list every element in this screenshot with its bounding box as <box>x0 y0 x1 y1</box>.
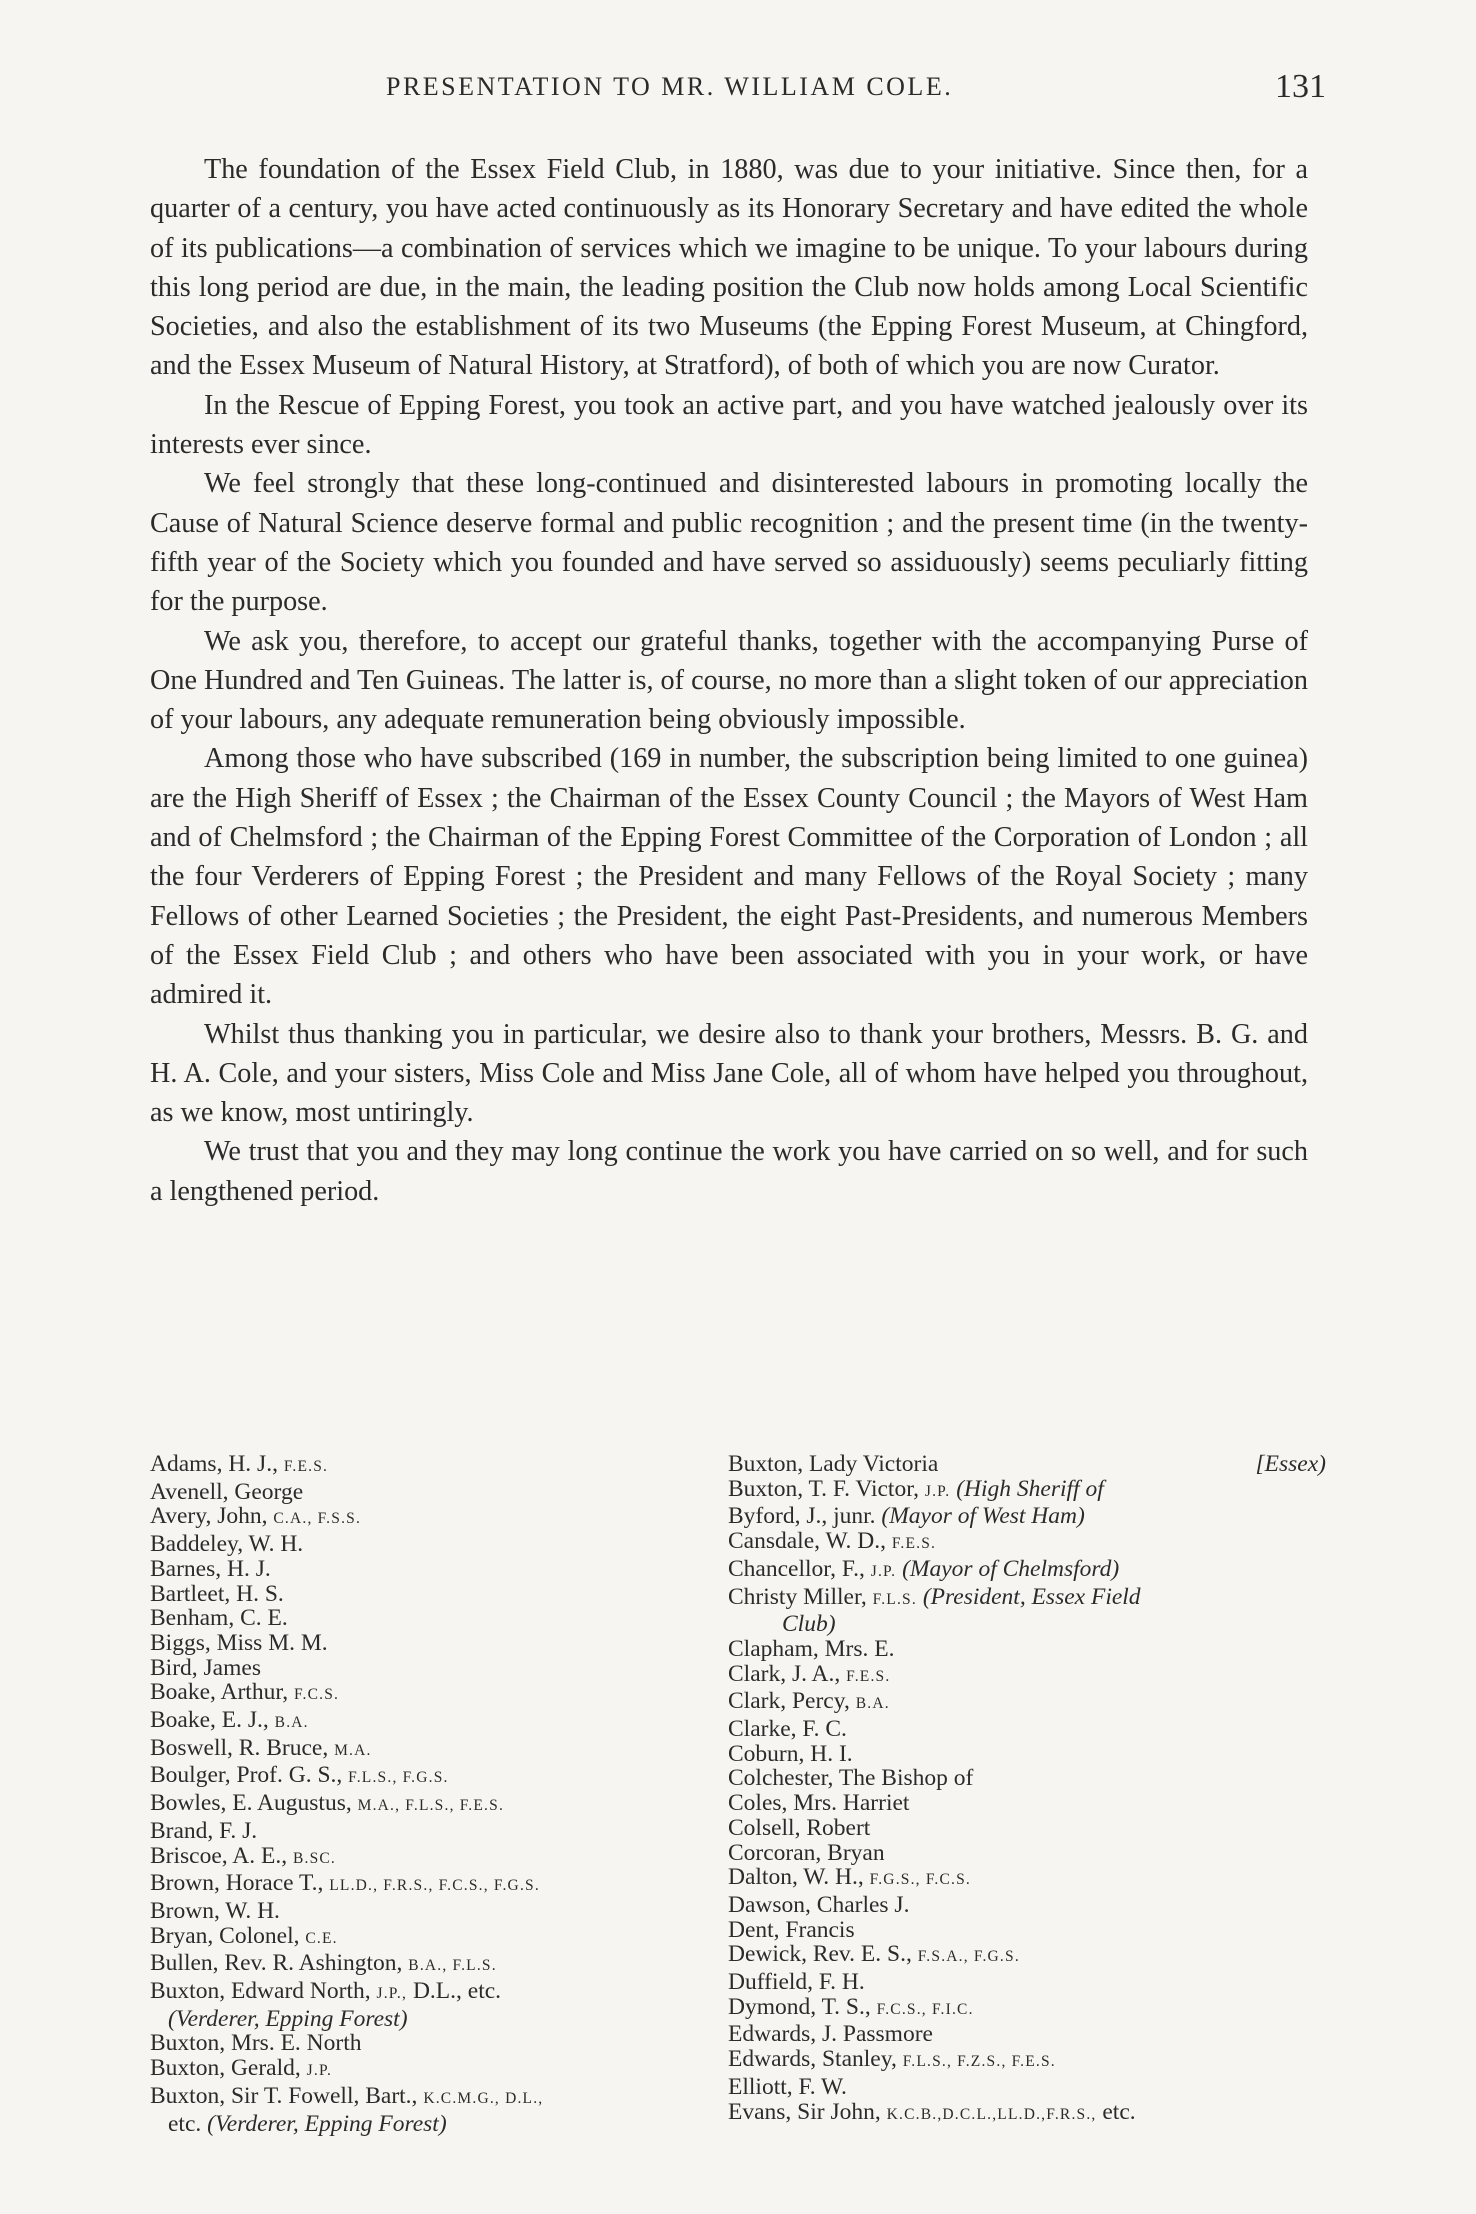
subscriber-name: Boake, E. J., <box>150 1707 269 1734</box>
subscriber-entry <box>150 1899 720 1924</box>
subscriber-name: Benham, C. E. <box>150 1605 288 1632</box>
subscriber-note: Club) <box>782 1611 836 1638</box>
running-head <box>150 68 1326 112</box>
subscriber-entry <box>728 1612 1326 1637</box>
subscriber-quals: M.A. <box>334 1741 372 1759</box>
subscriber-name: Byford, J., junr. <box>728 1503 876 1530</box>
subscriber-name: Dewick, Rev. E. S., <box>728 1941 912 1968</box>
subscriber-entry <box>150 1951 720 1979</box>
subscriber-entry <box>150 1791 720 1819</box>
subscriber-right-note: [Essex) <box>1255 1451 1326 1477</box>
subscriber-name: Cansdale, W. D., <box>728 1528 886 1555</box>
subscriber-entry <box>150 2031 720 2056</box>
subscriber-entry <box>728 2075 1326 2100</box>
subscriber-entry <box>728 1766 1326 1791</box>
subscriber-name: Colchester, The Bishop of <box>728 1765 974 1792</box>
subscriber-name: Briscoe, A. E., <box>150 1842 288 1869</box>
subscriber-column-right <box>728 1452 1326 2127</box>
subscriber-entry <box>150 1656 720 1681</box>
subscriber-entry <box>728 1477 1326 1505</box>
subscriber-entry <box>150 1452 720 1480</box>
subscriber-quals: B.A. <box>855 1695 890 1713</box>
subscriber-name: Boulger, Prof. G. S., <box>150 1762 343 1789</box>
subscriber-name: Buxton, Sir T. Fowell, Bart., <box>150 2082 418 2109</box>
subscriber-entry <box>728 1841 1326 1866</box>
subscriber-entry <box>150 2112 720 2137</box>
subscriber-quals: C.A., F.S.S. <box>273 1510 362 1528</box>
subscriber-entry <box>150 1631 720 1656</box>
subscriber-note: (Mayor of Chelmsford) <box>896 1555 1120 1582</box>
subscriber-entry <box>150 1924 720 1952</box>
subscriber-note: (President, Essex Field <box>916 1583 1141 1610</box>
address-body <box>150 150 1308 1211</box>
subscriber-quals: F.L.S., F.G.S. <box>348 1769 449 1787</box>
subscriber-tail: D.L., etc. <box>407 1978 502 2005</box>
paragraph: Whilst thus thanking you in particular, we desire also to thank your brothers, Messrs. B. G. and H. A. Cole, and your sisters, Miss Cole and Miss Jane Cole, all of whom have helped you throughout, as we know, most untiringly. <box>150 1018 1308 1129</box>
subscriber-quals: B.SC. <box>292 1849 337 1867</box>
subscriber-entry <box>728 1689 1326 1717</box>
subscriber-entry <box>150 1708 720 1736</box>
subscriber-name: Avery, John, <box>150 1503 268 1530</box>
paragraph: Among those who have subscribed (169 in number, the subscription being limited to one guinea) are the High Sheriff of Essex ; the Chairman of the Essex County Council ; the Mayors of West Ham and of Chelmsford ; the Chairman of the Epping Forest Committee of the Corporation of London ; all the four Verderers of Epping Forest ; the President and many Fellows of the Royal Society ; many Fellows of other Learned Societies ; the President, the eight Past-Presidents, and numerous Members of the Essex Field Club ; and others who have been associated with you in your work, or have admired it. <box>150 743 1308 1011</box>
subscriber-quals: F.L.S., F.Z.S., F.E.S. <box>902 2053 1056 2071</box>
subscriber-quals: J.P. <box>924 1482 951 1500</box>
subscriber-entry <box>150 1480 720 1505</box>
subscriber-name: Dawson, Charles J. <box>728 1891 910 1918</box>
subscriber-quals: F.E.S. <box>283 1458 329 1475</box>
subscriber-entry <box>150 1582 720 1607</box>
subscriber-entry <box>150 2056 720 2084</box>
subscriber-name: Dalton, W. H., <box>728 1864 864 1891</box>
subscriber-name: Buxton, T. F. Victor, <box>728 1475 919 1502</box>
paragraph: We trust that you and they may long continue the work you have carried on so well, and for such a lengthened period. <box>150 1136 1308 1207</box>
subscriber-entry <box>728 1742 1326 1767</box>
subscriber-quals: B.A., F.L.S. <box>408 1957 497 1975</box>
subscriber-quals: F.E.S. <box>846 1667 891 1685</box>
subscriber-entry <box>150 1680 720 1708</box>
subscriber-name: Bartleet, H. S. <box>150 1580 284 1607</box>
subscriber-entry <box>728 1918 1326 1943</box>
subscriber-entry <box>728 1662 1326 1690</box>
subscriber-entry <box>728 1942 1326 1970</box>
subscriber-name: Bullen, Rev. R. Ashington, <box>150 1950 403 1977</box>
subscriber-entry <box>728 1816 1326 1841</box>
page-number: 131 <box>1275 68 1326 105</box>
subscriber-entry <box>728 1970 1326 1995</box>
subscriber-entry <box>728 1504 1326 1529</box>
subscriber-quals: B.A. <box>274 1714 309 1732</box>
subscriber-entry <box>150 2084 720 2112</box>
subscriber-quals: F.G.S., F.C.S. <box>869 1871 971 1889</box>
subscriber-name: Elliott, F. W. <box>728 2073 847 2100</box>
subscriber-entry <box>728 2047 1326 2075</box>
subscriber-entry <box>150 1736 720 1764</box>
subscriber-entry <box>728 1865 1326 1893</box>
subscriber-note: (Mayor of West Ham) <box>875 1503 1085 1530</box>
subscriber-entry <box>150 2007 720 2032</box>
subscriber-name: Bowles, E. Augustus, <box>150 1790 352 1817</box>
paragraph: We ask you, therefore, to accept our grateful thanks, together with the accompanying Purse of One Hundred and Ten Guineas. The latter is, of course, no more than a slight token of our appreciation of your labours, any adequate remuneration being obviously impossible. <box>150 625 1308 736</box>
subscriber-entry <box>728 1893 1326 1918</box>
subscriber-name: Clark, J. A., <box>728 1660 841 1687</box>
subscriber-entry <box>728 1452 1326 1477</box>
subscriber-entry <box>150 1532 720 1557</box>
subscriber-name: Clapham, Mrs. E. <box>728 1635 895 1662</box>
subscriber-entry <box>728 1995 1326 2023</box>
subscriber-name: etc. <box>168 2110 202 2137</box>
subscriber-entry <box>150 1557 720 1582</box>
subscriber-quals: J.P. <box>306 2062 333 2080</box>
paragraph: The foundation of the Essex Field Club, in 1880, was due to your initiative. Since then, for a quarter of a century, you have acted continuously as its Honorary Secretary and have edited the whole of its publications—a combination of services which we imagine to be unique. To your labours during this long period are due, in the main, the leading position the Club now holds among Local Scientific Societies, and also the establishment of its two Museums (the Epping Forest Museum, at Chingford, and the Essex Museum of Natural History, at Stratford), of both of which you are now Curator. <box>150 154 1308 382</box>
subscriber-name: Coburn, H. I. <box>728 1740 853 1767</box>
subscriber-name: Brown, Horace T., <box>150 1870 324 1897</box>
subscriber-entry <box>150 1844 720 1872</box>
subscriber-quals: J.P. <box>870 1562 897 1580</box>
subscriber-name: Bryan, Colonel, <box>150 1922 300 1949</box>
subscriber-name: Baddeley, W. H. <box>150 1531 304 1558</box>
subscriber-quals: LL.D., F.R.S., F.C.S., F.G.S. <box>329 1877 540 1895</box>
subscriber-quals: J.P., <box>376 1985 408 2003</box>
subscriber-list <box>150 1451 1326 2137</box>
subscriber-name: Brand, F. J. <box>150 1817 258 1844</box>
subscriber-quals: F.C.S., F.I.C. <box>876 2000 974 2018</box>
subscriber-entry <box>150 1979 720 2007</box>
subscriber-entry <box>728 1585 1326 1613</box>
subscriber-quals: F.C.S. <box>293 1686 340 1704</box>
subscriber-entry <box>150 1504 720 1532</box>
subscriber-note: (Verderer, Epping Forest) <box>201 2110 447 2137</box>
subscriber-entry <box>728 2022 1326 2047</box>
paragraph: We feel strongly that these long-continued and disinterested labours in promoting locally the Cause of Natural Science deserve formal and public recognition ; and the present time (in the twenty-fifth year of the Society which you founded and have served so assiduously) seems peculiarly fitting for the purpose. <box>150 468 1308 618</box>
subscriber-entry <box>728 1637 1326 1662</box>
subscriber-quals: K.C.M.G., D.L., <box>423 2089 544 2107</box>
subscriber-entry <box>728 2100 1326 2128</box>
subscriber-quals: M.A., F.L.S., F.E.S. <box>357 1797 505 1815</box>
subscriber-name: Biggs, Miss M. M. <box>150 1629 328 1656</box>
subscriber-name: Brown, W. H. <box>150 1897 280 1924</box>
subscriber-name: Boswell, R. Bruce, <box>150 1734 329 1761</box>
subscriber-tail: etc. <box>1096 2098 1136 2125</box>
subscriber-name: Edwards, J. Passmore <box>728 2021 933 2048</box>
subscriber-entry <box>150 1606 720 1631</box>
subscriber-entry <box>728 1717 1326 1742</box>
subscriber-name: Coles, Mrs. Harriet <box>728 1790 910 1817</box>
subscriber-entry <box>150 1871 720 1899</box>
subscriber-name: Dymond, T. S., <box>728 1993 871 2020</box>
subscriber-entry <box>728 1791 1326 1816</box>
subscriber-name: Duffield, F. H. <box>728 1969 865 1996</box>
subscriber-name: Avenell, George <box>150 1478 304 1505</box>
subscriber-quals: F.E.S. <box>891 1535 937 1553</box>
subscriber-name: Christy Miller, <box>728 1583 867 1610</box>
subscriber-name: Chancellor, F., <box>728 1555 865 1582</box>
subscriber-note: (High Sheriff of <box>950 1475 1104 1502</box>
paragraph: In the Rescue of Epping Forest, you took an active part, and you have watched jealously over its interests ever since. <box>150 389 1308 461</box>
subscriber-name: Clark, Percy, <box>728 1688 850 1715</box>
subscriber-name: Buxton, Mrs. E. North <box>150 2030 362 2057</box>
subscriber-column-left <box>150 1452 720 2136</box>
subscriber-entry <box>728 1529 1326 1557</box>
subscriber-quals: F.S.A., F.G.S. <box>917 1948 1020 1966</box>
subscriber-name: Dent, Francis <box>728 1916 855 1943</box>
subscriber-entry <box>150 1763 720 1791</box>
subscriber-name: Buxton, Edward North, <box>150 1978 371 2005</box>
subscriber-entry <box>728 1557 1326 1585</box>
subscriber-name: Corcoran, Bryan <box>728 1839 885 1866</box>
subscriber-quals: C.E. <box>305 1929 338 1947</box>
subscriber-entry <box>150 1819 720 1844</box>
subscriber-name: Boake, Arthur, <box>150 1679 289 1706</box>
subscriber-name: Barnes, H. J. <box>150 1555 271 1582</box>
subscriber-note: (Verderer, Epping Forest) <box>168 2005 408 2032</box>
subscriber-name: Evans, Sir John, <box>728 2098 881 2125</box>
subscriber-name: Buxton, Lady Victoria <box>728 1451 939 1477</box>
subscriber-name: Edwards, Stanley, <box>728 2046 897 2073</box>
running-title: PRESENTATION TO MR. WILLIAM COLE. <box>386 72 954 101</box>
subscriber-name: Bird, James <box>150 1654 261 1681</box>
subscriber-name: Clarke, F. C. <box>728 1716 847 1743</box>
subscriber-name: Adams, H. J., <box>150 1451 278 1477</box>
subscriber-name: Buxton, Gerald, <box>150 2055 301 2082</box>
subscriber-quals: K.C.B.,D.C.L.,LL.D.,F.R.S., <box>886 2105 1097 2123</box>
subscriber-quals: F.L.S. <box>872 1590 917 1608</box>
subscriber-name: Colsell, Robert <box>728 1814 871 1841</box>
